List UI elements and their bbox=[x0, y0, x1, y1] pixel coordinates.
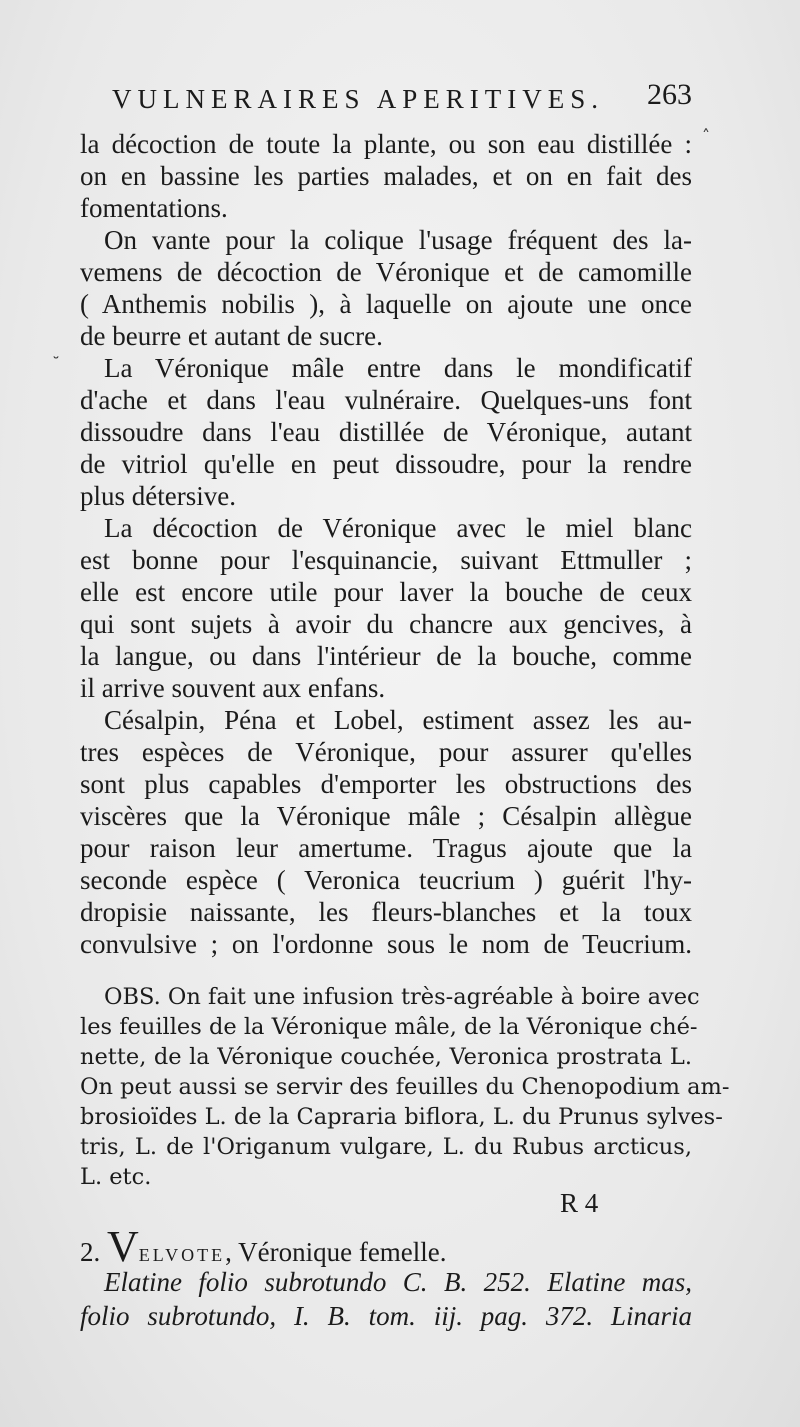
margin-mark: ˄ bbox=[702, 126, 710, 145]
text-line: pour raison leur amertume. Tragus ajoute que la bbox=[80, 833, 692, 863]
text-line: viscères que la Véronique mâle ; Césalpin allègue bbox=[80, 801, 692, 831]
text-line: convulsive ; on l'ordonne sous le nom de Teucrium. bbox=[80, 929, 692, 959]
text-line: vemens de décoction de Véronique et de camomille bbox=[80, 257, 692, 287]
page-body bbox=[80, 128, 730, 1334]
text-line: tris, L. de l'Origanum vulgare, L. du Rubus arcticus, bbox=[80, 1134, 692, 1160]
text-line: folio subrotundo, I. B. tom. iij. pag. 372. Linaria bbox=[80, 1301, 692, 1331]
text-line: dropisie naissante, les fleurs-blanches et la toux bbox=[80, 897, 692, 927]
text-line: On vante pour la colique l'usage fréquent des la- bbox=[104, 225, 692, 255]
section-number: 2. bbox=[80, 1237, 101, 1267]
page-number: 263 bbox=[647, 78, 692, 111]
text-line: il arrive souvent aux enfans. bbox=[80, 673, 386, 703]
paragraph-5 bbox=[80, 704, 692, 960]
text-line: elle est encore utile pour laver la bouche de ceux bbox=[80, 577, 692, 607]
text-line: nette, de la Véronique couchée, Veronica prostrata L. bbox=[80, 1044, 692, 1070]
text-line: ( Anthemis nobilis ), à laquelle on ajoute une once bbox=[80, 289, 692, 319]
text-line: plus détersive. bbox=[80, 481, 236, 511]
text-line: La Véronique mâle entre dans le mondificatif bbox=[104, 353, 692, 383]
text-line: brosioïdes L. de la Capraria biflora, L. du Prunus sylves- bbox=[80, 1104, 723, 1130]
text-line: de vitriol qu'elle en peut dissoudre, pour la rendre bbox=[80, 449, 692, 479]
section-2 bbox=[80, 1222, 692, 1334]
running-title: VULNERAIRES APERITIVES. bbox=[112, 84, 605, 114]
text-line: seconde espèce ( Veronica teucrium ) guérit l'hy- bbox=[80, 865, 692, 895]
text-line: de beurre et autant de sucre. bbox=[80, 321, 383, 351]
text-line: d'ache et dans l'eau vulnéraire. Quelques-uns font bbox=[80, 385, 692, 415]
text-line: tres espèces de Véronique, pour assurer qu'elles bbox=[80, 737, 692, 767]
text-line: la décoction de toute la plante, ou son eau distillée : bbox=[80, 129, 692, 159]
running-header bbox=[112, 78, 692, 124]
section-heading bbox=[80, 1222, 692, 1271]
text-line: sont plus capables d'emporter les obstructions des bbox=[80, 769, 692, 799]
paragraph-1 bbox=[80, 128, 692, 224]
paragraph-2 bbox=[80, 224, 692, 352]
paragraph-4 bbox=[80, 512, 692, 704]
text-line: qui sont sujets à avoir du chancre aux gencives, à bbox=[80, 609, 692, 639]
text-line: est bonne pour l'esquinancie, suivant Ettmuller ; bbox=[80, 545, 692, 575]
text-line: Césalpin, Péna et Lobel, estiment assez les au- bbox=[104, 705, 692, 735]
text-line: On peut aussi se servir des feuilles du Chenopodium am- bbox=[80, 1074, 730, 1100]
observation-note bbox=[80, 982, 730, 1192]
text-line: on en bassine les parties malades, et on en fait des bbox=[80, 161, 692, 191]
margin-mark: ˘ bbox=[52, 354, 60, 373]
text-line: fomentations. bbox=[80, 193, 228, 223]
text-line: dissoudre dans l'eau distillée de Véronique, autant bbox=[80, 417, 692, 447]
section-subtitle: , Véronique femelle. bbox=[225, 1237, 447, 1267]
section-title: ELVOTE bbox=[138, 1245, 226, 1265]
paragraph-3 bbox=[80, 352, 692, 512]
text-line: la langue, ou dans l'intérieur de la bouche, comme bbox=[80, 641, 692, 671]
text-line: Elatine folio subrotundo C. B. 252. Elatine mas, bbox=[104, 1267, 692, 1297]
signature-mark: R 4 bbox=[560, 1188, 599, 1218]
drop-initial: V bbox=[107, 1222, 139, 1271]
text-line: La décoction de Véronique avec le miel blanc bbox=[104, 513, 692, 543]
text-line: les feuilles de la Véronique mâle, de la Véronique ché- bbox=[80, 1014, 698, 1040]
text-line: OBS. On fait une infusion très-agréable à boire avec bbox=[104, 984, 700, 1010]
text-line: L. etc. bbox=[80, 1164, 152, 1190]
